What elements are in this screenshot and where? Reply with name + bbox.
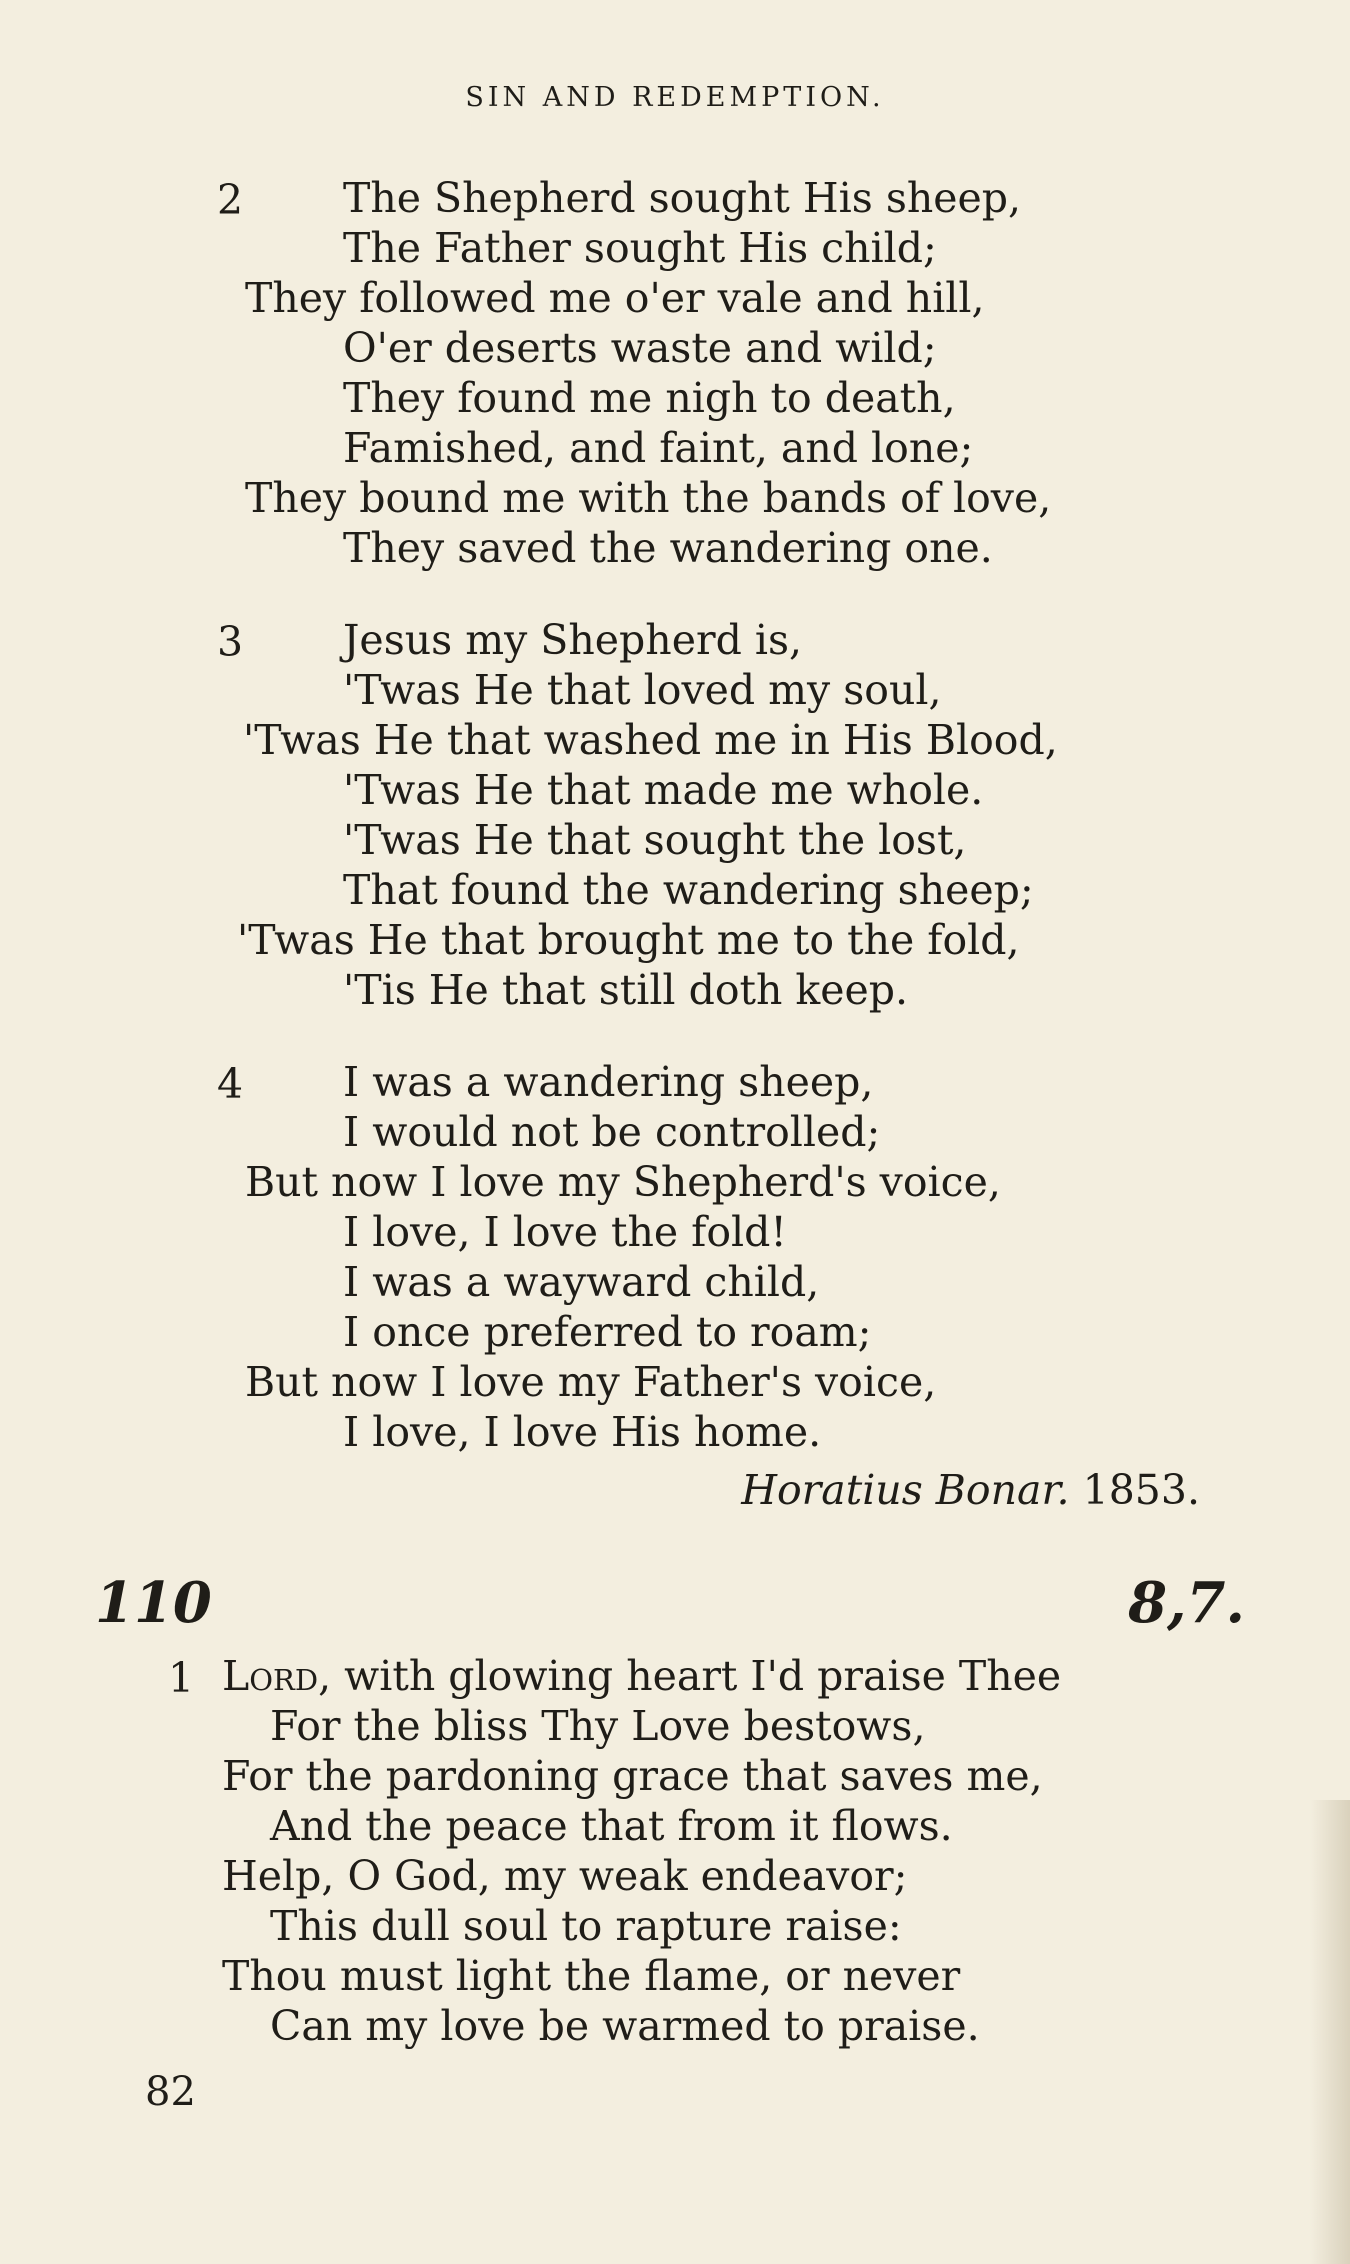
- verse-line: O'er deserts waste and wild;: [343, 324, 937, 372]
- verse-line: I love, I love the fold!: [343, 1208, 787, 1256]
- verse-line: They saved the wandering one.: [343, 524, 993, 572]
- first-line-rest: with glowing heart I'd praise Thee: [331, 1652, 1062, 1700]
- verse-line: But now I love my Shepherd's voice,: [245, 1158, 1001, 1206]
- hymn-meter: 8,7.: [1128, 1570, 1245, 1636]
- verse-line: They bound me with the bands of love,: [245, 474, 1052, 522]
- verse-line: Thou must light the flame, or never: [222, 1952, 961, 2000]
- verse-line: And the peace that from it flows.: [270, 1802, 953, 1850]
- verse-line: I was a wayward child,: [343, 1258, 820, 1306]
- verse-line: I once preferred to roam;: [343, 1308, 872, 1356]
- verse-line: That found the wandering sheep;: [343, 866, 1034, 914]
- verse-line: 'Twas He that loved my soul,: [343, 666, 942, 714]
- page-number: 82: [145, 2069, 196, 2115]
- verse-line: 'Twas He that sought the lost,: [343, 816, 967, 864]
- verse-line: For the pardoning grace that saves me,: [222, 1752, 1043, 1800]
- page-edge-shadow: [1310, 1800, 1350, 2264]
- verse-line: 'Twas He that brought me to the fold,: [237, 916, 1020, 964]
- verse-line: 'Tis He that still doth keep.: [343, 966, 909, 1014]
- attribution-year: 1853.: [1082, 1466, 1200, 1514]
- first-word: Lord,: [222, 1652, 332, 1700]
- verse-line: 'Twas He that washed me in His Blood,: [243, 716, 1058, 764]
- verse-line: Famished, and faint, and lone;: [343, 424, 974, 472]
- stanza-number: 2: [217, 176, 244, 224]
- verse-line: 'Twas He that made me whole.: [343, 766, 984, 814]
- running-header: SIN AND REDEMPTION.: [465, 82, 885, 113]
- verse-line: For the bliss Thy Love bestows,: [270, 1702, 926, 1750]
- verse-line: Jesus my Shepherd is,: [343, 616, 803, 664]
- stanza-number: 4: [217, 1060, 244, 1108]
- hymn-number: 110: [95, 1570, 212, 1636]
- verse-line: They followed me o'er vale and hill,: [245, 274, 985, 322]
- verse-line-first: [222, 1652, 1062, 1700]
- verse-line: I love, I love His home.: [343, 1408, 822, 1456]
- verse-line: I was a wandering sheep,: [343, 1058, 874, 1106]
- verse-line: The Father sought His child;: [343, 224, 937, 272]
- stanza-number: 1: [168, 1654, 195, 1702]
- stanza-number: 3: [217, 618, 244, 666]
- author-name: Horatius Bonar.: [741, 1466, 1070, 1514]
- verse-line: Help, O God, my weak endeavor;: [222, 1852, 908, 1900]
- verse-line: The Shepherd sought His sheep,: [343, 174, 1022, 222]
- verse-line: But now I love my Father's voice,: [245, 1358, 937, 1406]
- verse-line: They found me nigh to death,: [343, 374, 956, 422]
- verse-line: This dull soul to rapture raise:: [270, 1902, 902, 1950]
- verse-line: Can my love be warmed to praise.: [270, 2002, 980, 2050]
- verse-line: I would not be controlled;: [343, 1108, 881, 1156]
- attribution: [741, 1466, 1200, 1514]
